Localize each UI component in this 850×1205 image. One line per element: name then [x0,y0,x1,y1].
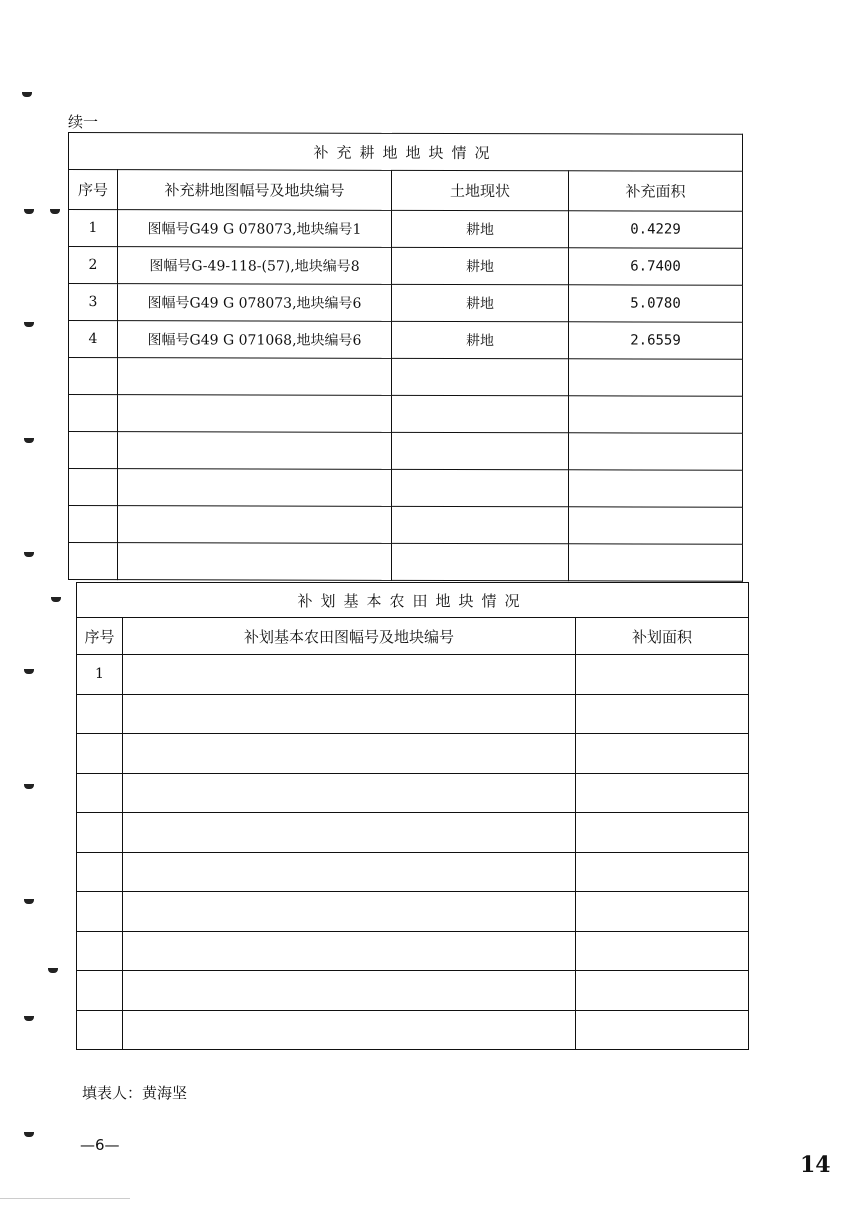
table-row [77,694,749,734]
table-row [69,395,743,434]
column-header-map-parcel: 补充耕地图幅号及地块编号 [118,170,392,211]
cell-seq [77,813,123,853]
column-header-seq: 序号 [69,170,118,210]
binding-mark [24,209,34,214]
table-row [69,247,743,286]
cell-land-status: 耕地 [392,321,569,358]
table-row [69,432,743,471]
column-header-area: 补充面积 [569,171,743,211]
cell-area [576,892,749,932]
cell-seq: 1 [69,210,118,247]
cell-seq [77,773,123,813]
scan-edge-line [0,1198,130,1199]
cell-map-parcel: 图幅号G-49-118-(57),地块编号8 [118,247,392,285]
cell-seq [69,506,118,543]
supplement-farmland-table [68,132,743,582]
binding-mark [24,784,34,789]
form-filler-label: 填表人：黄海坚 [82,1084,188,1102]
table-row [77,971,749,1011]
cell-seq [69,543,118,580]
cell-seq [69,469,118,506]
cell-seq [77,1010,123,1050]
binding-mark [48,968,58,973]
cell-land-status [392,506,569,543]
cell-seq: 2 [69,247,118,284]
table-row [69,358,743,397]
cell-seq [69,358,118,395]
cell-area: 2.6559 [569,322,743,359]
cell-seq [77,971,123,1011]
cell-seq [77,931,123,971]
binding-mark [24,438,34,443]
cell-map-parcel [123,813,576,853]
cell-map-parcel [118,395,392,433]
cell-map-parcel [118,506,392,544]
cell-area [576,852,749,892]
cell-area [576,971,749,1011]
binding-mark [24,322,34,327]
cell-area [576,655,749,695]
cell-map-parcel [123,734,576,774]
table-row [77,813,749,853]
table-row [69,506,743,545]
cell-seq [77,852,123,892]
column-header-land-status: 土地现状 [392,170,569,210]
cell-land-status: 耕地 [392,210,569,247]
cell-seq: 4 [69,321,118,358]
table-row [77,773,749,813]
cell-area [569,396,743,433]
cell-area [576,694,749,734]
table-row [69,210,743,249]
cell-seq [69,395,118,432]
cell-area [576,1010,749,1050]
cell-land-status [392,432,569,469]
cell-area: 0.4229 [569,211,743,248]
table-row [77,892,749,932]
cell-area [576,813,749,853]
table-row [69,543,743,582]
cell-land-status [392,543,569,580]
cell-land-status: 耕地 [392,247,569,284]
cell-map-parcel [118,469,392,507]
cell-map-parcel: 图幅号G49 G 078073,地块编号1 [118,210,392,248]
cell-area [569,507,743,544]
table-title: 补充耕地地块情况 [69,133,743,172]
binding-mark [24,1132,34,1137]
cell-land-status [392,469,569,506]
binding-mark [51,597,61,602]
cell-area [569,470,743,507]
cell-seq [77,734,123,774]
table-title: 补划基本农田地块情况 [77,583,749,618]
binding-mark [24,552,34,557]
cell-land-status [392,395,569,432]
supplement-basic-farmland-table [76,582,749,1050]
handwritten-page-stamp: 14 [800,1152,831,1178]
column-header-area: 补划面积 [576,618,749,655]
cell-area [576,734,749,774]
cell-area [569,544,743,581]
cell-area: 5.0780 [569,285,743,322]
cell-map-parcel [123,971,576,1011]
cell-seq: 1 [77,655,123,695]
cell-map-parcel [123,773,576,813]
cell-land-status [392,358,569,395]
cell-map-parcel: 图幅号G49 G 071068,地块编号6 [118,321,392,359]
table-row [77,931,749,971]
table-row [69,321,743,360]
table-row [77,1010,749,1050]
cell-area: 6.7400 [569,248,743,285]
cell-map-parcel [118,432,392,470]
cell-map-parcel [123,852,576,892]
cell-map-parcel [118,358,392,396]
cell-map-parcel [123,655,576,695]
cell-map-parcel [123,1010,576,1050]
table-row [77,852,749,892]
cell-area [576,931,749,971]
column-header-map-parcel: 补划基本农田图幅号及地块编号 [123,618,576,655]
cell-map-parcel [118,543,392,581]
binding-mark [50,209,60,214]
cell-area [569,359,743,396]
binding-mark [24,669,34,674]
continued-label: 续一 [68,113,99,131]
cell-map-parcel [123,931,576,971]
column-header-seq: 序号 [77,618,123,655]
cell-seq [77,694,123,734]
table-row [77,655,749,695]
cell-map-parcel: 图幅号G49 G 078073,地块编号6 [118,284,392,322]
table-row [69,284,743,323]
cell-area [576,773,749,813]
binding-mark [24,1016,34,1021]
cell-seq [77,892,123,932]
cell-seq: 3 [69,284,118,321]
binding-mark [24,899,34,904]
cell-map-parcel [123,694,576,734]
table-row [69,469,743,508]
cell-map-parcel [123,892,576,932]
cell-area [569,433,743,470]
cell-seq [69,432,118,469]
table-row [77,734,749,774]
page-number: —6— [80,1136,120,1154]
cell-land-status: 耕地 [392,284,569,321]
binding-mark [22,92,32,97]
